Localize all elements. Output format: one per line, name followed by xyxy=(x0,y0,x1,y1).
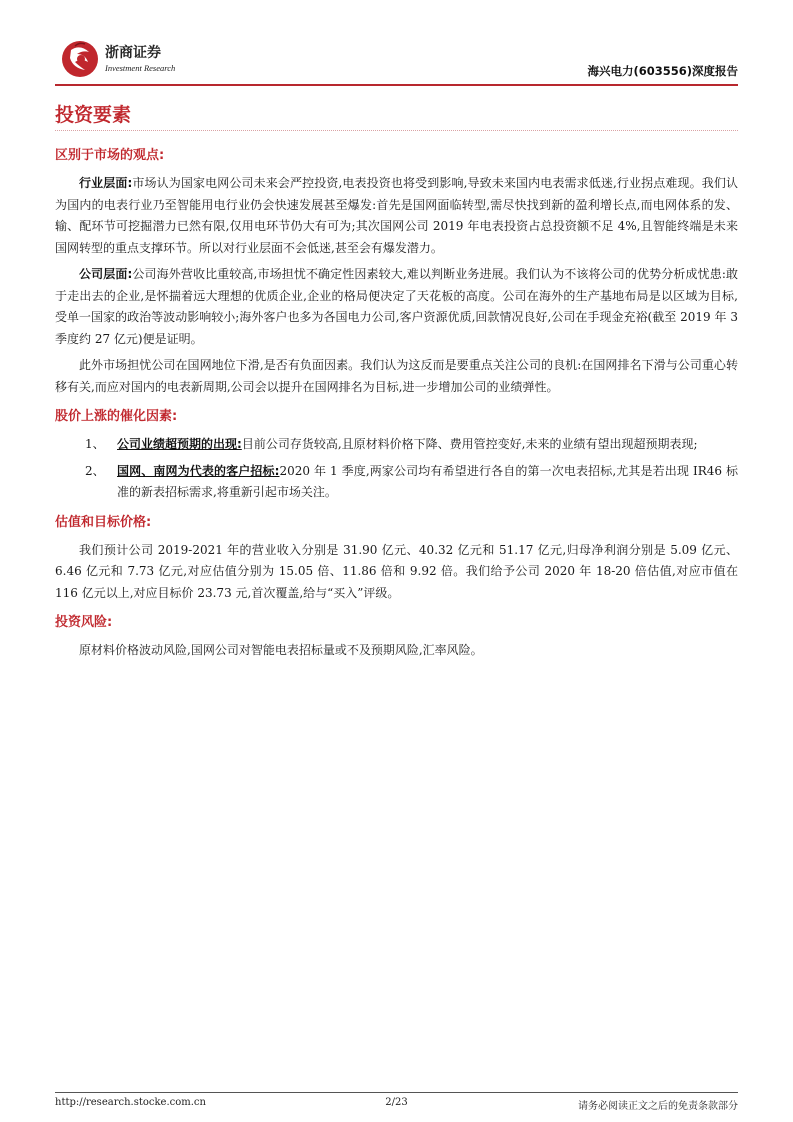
section-heading-risk: 投资风险: xyxy=(55,615,113,630)
paragraph-text: 市场认为国家电网公司未来会严控投资,电表投资也将受到影响,导致未来国内电表需求低迷,行业拐点难现。我们认为国内的电表行业乃至智能用电行业仍会快速发展甚至爆发:首先是国网面临转型,需尽快找到新的盈利增长点,而电网体系的发、输、配环节可挖掘潜力已然有限,仅用电环节仍大有可为;其次国网公司 2019 年电表投资占总投资额不足 4%,且智能终端是未来国网转型的重点支撑环节。所以对行业层面不会低迷,甚至会有爆发潜力。 xyxy=(55,176,738,255)
list-item-text: 2020 年 1 季度,两家公司均有希望进行各自的第一次电表招标,尤其是若出现 IR46 标准的新表招标需求,将重新引起市场关注。 xyxy=(117,463,738,499)
page-header xyxy=(55,34,738,84)
section-heading-catalysts: 股价上涨的催化因素: xyxy=(55,409,178,424)
paragraph-industry xyxy=(55,173,738,259)
list-item-lead: 国网、南网为代表的客户招标: xyxy=(117,463,280,478)
list-item xyxy=(55,434,738,456)
list-item-number: 1、 xyxy=(85,437,105,451)
list-item-lead: 公司业绩超预期的出现: xyxy=(117,437,242,451)
footer-url-link[interactable]: http://research.stocke.com.cn xyxy=(55,1097,206,1108)
svg-text:浙商证券: 浙商证券 xyxy=(105,45,161,61)
main-content xyxy=(55,100,738,667)
footer-disclaimer: 请务必阅读正文之后的免责条款部分 xyxy=(578,1101,738,1112)
svg-text:Investment Research: Investment Research xyxy=(105,63,176,73)
list-item-text: 目前公司存货较高,且原材料价格下降、费用管控变好,未来的业绩有望出现超预期表现; xyxy=(241,437,698,451)
paragraph-text: 公司海外营收比重较高,市场担忧不确定性因素较大,难以判断业务进展。我们认为不该将公司的优势分析成忧患:敢于走出去的企业,是怀揣着远大理想的优质企业,企业的格局便决定了天花板的高度。公司在海外的生产基地布局是以区域为目标,受单一国家的政治等波动影响较小;海外客户也多为各国电力公司,客户资源优质,回款情况良好,公司在手现金充裕(截至 2019 年 3 季度约 27 亿元)便是证明。 xyxy=(55,267,738,346)
section-heading-valuation: 估值和目标价格: xyxy=(55,514,152,530)
page-title: 投资要素 xyxy=(55,100,738,131)
paragraph-valuation: 我们预计公司 2019-2021 年的营业收入分别是 31.90 亿元、40.32 亿元和 51.17 亿元,归母净利润分别是 5.09 亿元、6.46 亿元和 7.73 亿元,对应估值分别为 15.05 倍、11.86 倍和 9.92 倍。我们给予公司 2020 年 18-20 倍估值,对应市值在 116 亿元以上,对应目标价 23.73 元,首次覆盖,给与“买入”评级。 xyxy=(55,542,738,600)
footer-divider xyxy=(55,1092,738,1093)
header-divider xyxy=(55,84,738,86)
paragraph-lead: 行业层面: xyxy=(79,176,133,190)
list-item xyxy=(55,461,738,504)
paragraph-ranking: 此外市场担忧公司在国网地位下滑,是否有负面因素。我们认为这反而是要重点关注公司的良机:在国网排名下滑与公司重心转移有关,而应对国内的电表新周期,公司会以提升在国网排名为目标,进一步增加公司的业绩弹性。 xyxy=(55,358,738,394)
catalyst-list xyxy=(55,434,738,504)
paragraph-risk: 原材料价格波动风险,国网公司对智能电表招标量或不及预期风险,汇率风险。 xyxy=(79,643,483,657)
paragraph-company xyxy=(55,264,738,350)
page-footer xyxy=(55,1097,738,1113)
company-logo xyxy=(55,34,195,78)
report-tag: 海兴电力(603556)深度报告 xyxy=(587,64,738,78)
list-item-number: 2、 xyxy=(85,463,105,478)
paragraph-lead: 公司层面: xyxy=(79,267,133,281)
section-heading-view: 区别于市场的观点: xyxy=(55,148,165,163)
page-number: 2/23 xyxy=(385,1097,408,1108)
zheshang-logo-icon xyxy=(55,34,195,78)
